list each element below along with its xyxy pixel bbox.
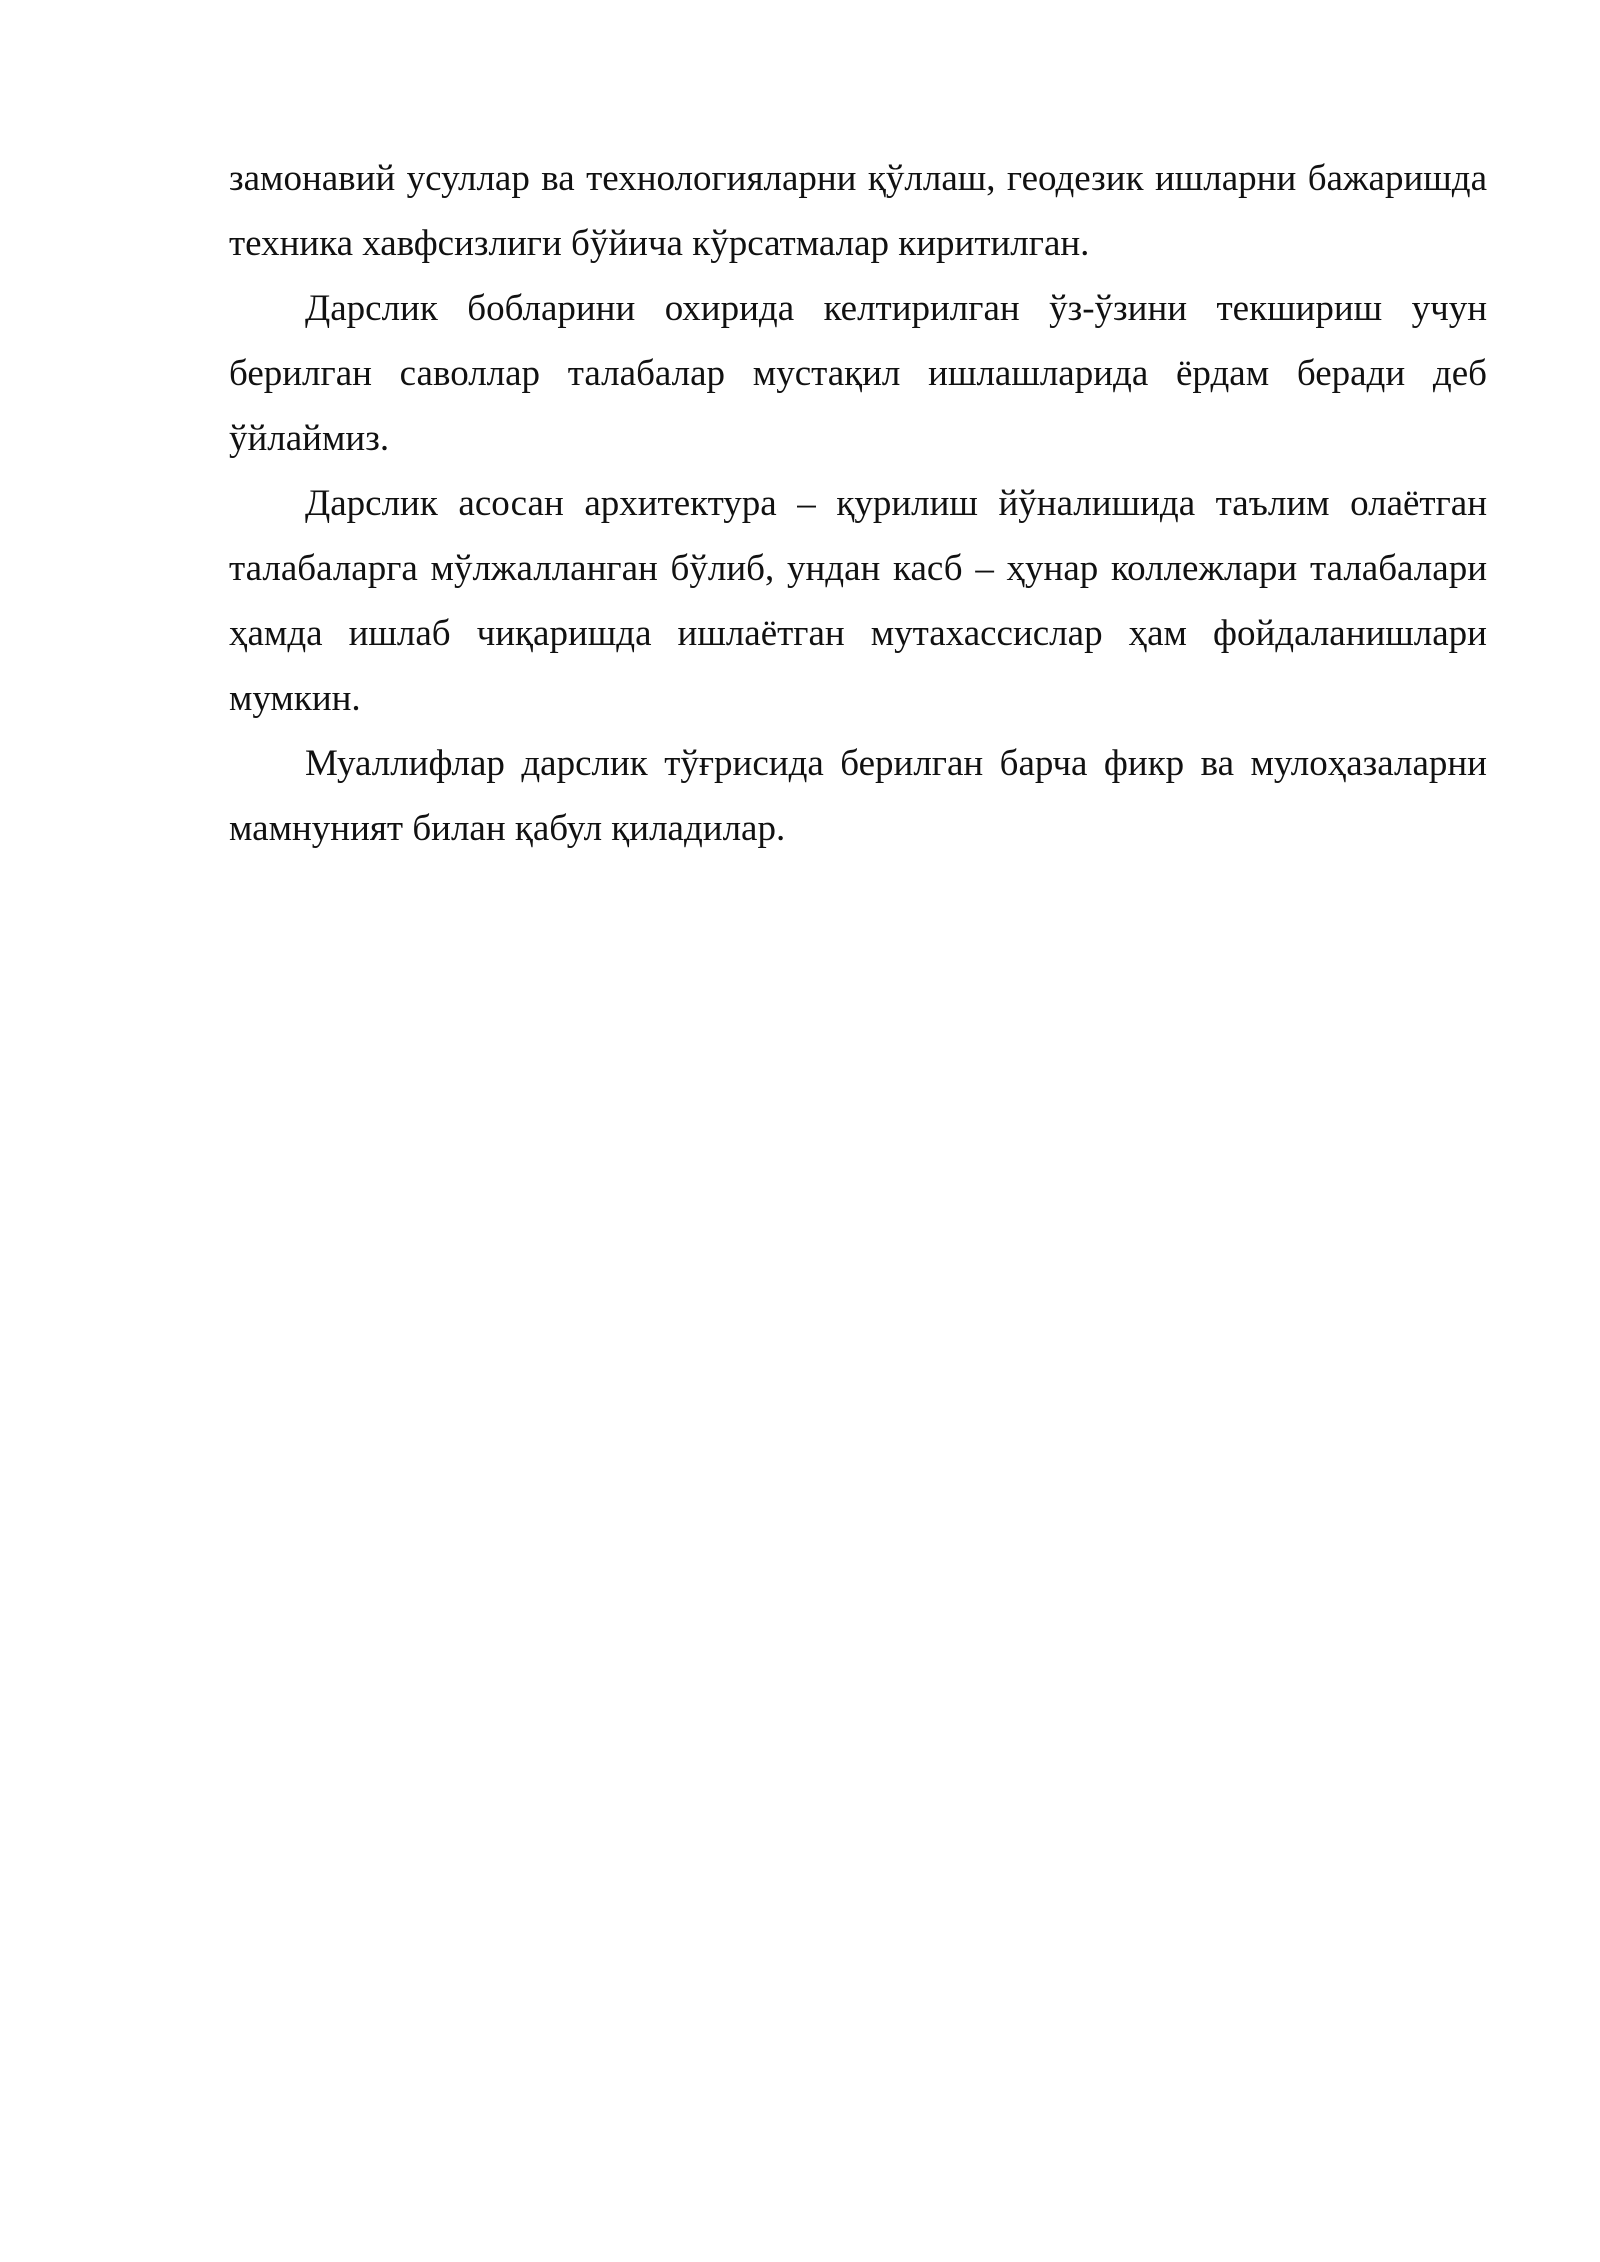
paragraph-self-check-questions: Дарслик бобларини охирида келтирилган ўз-ўзини текшириш учун берилган саволлар талабалар мустақил ишлашларида ёрдам беради деб ўйлаймиз. [229,288,1487,459]
paragraph-intended-audience: Дарслик асосан архитектура – қурилиш йўналишида таълим олаётган талабаларга мўлжалланган бўлиб, ундан касб – ҳунар коллежлари талабалари ҳамда ишлаб чиқаришда ишлаётган мутахассислар ҳам фойдаланишлари мумкин. [229,483,1487,719]
paragraph-continuation: замонавий усуллар ва технологияларни қўллаш, геодезик ишларни бажаришда техника хавфсизлиги бўйича кўрсатмалар киритилган. [229,158,1487,264]
paragraph-authors-note: Муаллифлар дарслик тўғрисида берилган барча фикр ва мулоҳазаларни мамнуният билан қабул қиладилар. [229,743,1487,849]
body-text [229,146,1487,861]
